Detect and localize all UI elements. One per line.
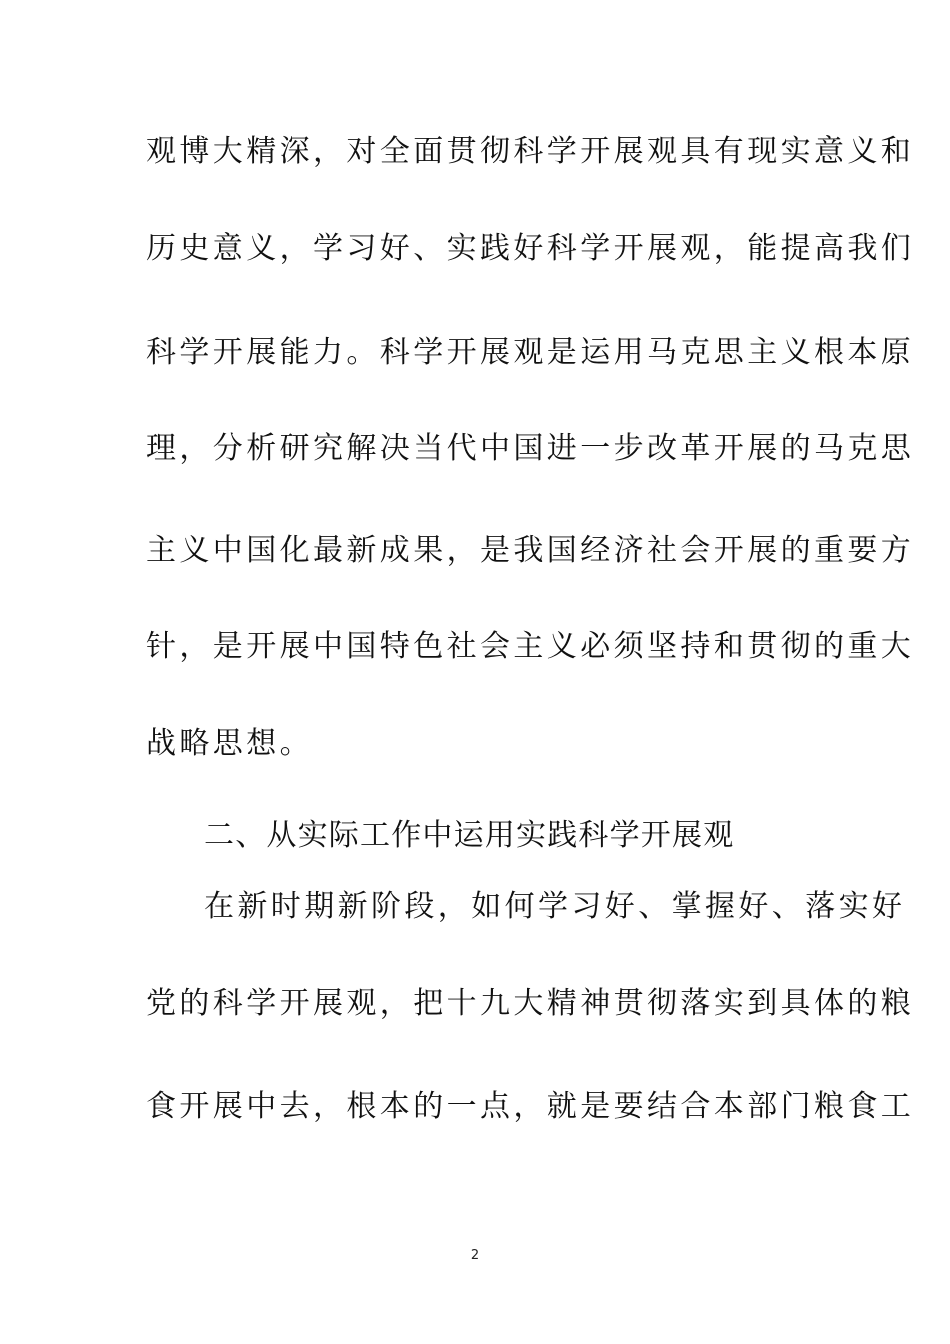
section-heading: 二、从实际工作中运用实践科学开展观: [204, 818, 735, 853]
page-number: 2: [470, 1248, 480, 1263]
paragraph-line-4: 理，分析研究解决当代中国进一步改革开展的马克思: [146, 431, 915, 466]
paragraph-line-7: 战略思想。: [146, 726, 313, 761]
paragraph-line-6: 针，是开展中国特色社会主义必须坚持和贯彻的重大: [146, 629, 915, 664]
paragraph-line-9: 党的科学开展观，把十九大精神贯彻落实到具体的粮: [146, 986, 915, 1021]
paragraph-line-10: 食开展中去，根本的一点，就是要结合本部门粮食工: [146, 1089, 915, 1124]
paragraph-line-1: 观博大精深，对全面贯彻科学开展观具有现实意义和: [146, 134, 915, 169]
paragraph-line-5: 主义中国化最新成果，是我国经济社会开展的重要方: [146, 533, 915, 568]
paragraph-line-8: 在新时期新阶段，如何学习好、掌握好、落实好: [204, 889, 906, 924]
paragraph-line-2: 历史意义，学习好、实践好科学开展观，能提高我们: [146, 231, 915, 266]
paragraph-line-3: 科学开展能力。科学开展观是运用马克思主义根本原: [146, 335, 915, 370]
